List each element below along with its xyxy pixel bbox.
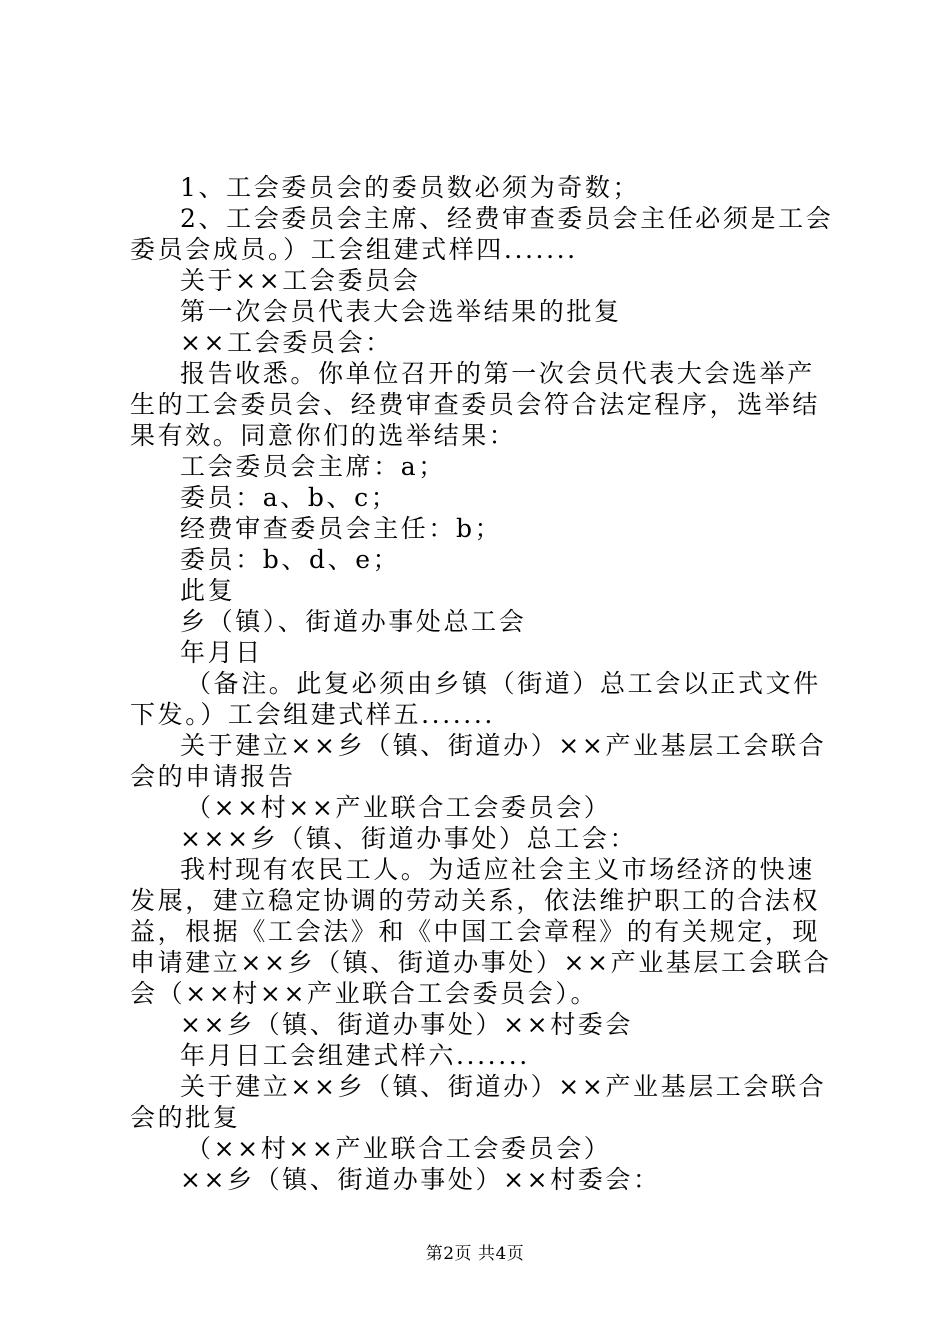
paragraph-17: ×××乡（镇、街道办事处）总工会： <box>180 824 638 853</box>
document-body <box>130 172 835 1195</box>
paragraph-19: ××乡（镇、街道办事处）××村委会 <box>180 1010 633 1039</box>
paragraph-14: （备注。此复必须由乡镇（街道）总工会以正式文件下发。）工会组建式样五....... <box>130 669 821 729</box>
paragraph-3: 关于××工会委员会 <box>180 266 421 295</box>
paragraph-6: 报告收悉。你单位召开的第一次会员代表大会选举产生的工会委员会、经费审查委员会符合法定程序，选举结果有效。同意你们的选举结果： <box>130 359 821 450</box>
paragraph-23: ××乡（镇、街道办事处）××村委会： <box>180 1165 661 1194</box>
paragraph-1: 1、工会委员会的委员数必须为奇数； <box>180 173 641 202</box>
page-number-footer: 第2页 共4页 <box>425 1244 525 1264</box>
paragraph-12: 乡（镇）、街道办事处总工会 <box>180 607 527 636</box>
paragraph-13: 年月日 <box>180 638 263 667</box>
paragraph-11: 此复 <box>180 576 236 605</box>
paragraph-16: （××村××产业联合工会委员会） <box>186 793 612 822</box>
paragraph-15: 关于建立××乡（镇、街道办）××产业基层工会联合会的申请报告 <box>130 731 827 791</box>
paragraph-8: 委员：a、b、c； <box>180 483 399 512</box>
paragraph-22: （××村××产业联合工会委员会） <box>186 1134 612 1163</box>
paragraph-21: 关于建立××乡（镇、街道办）××产业基层工会联合会的批复 <box>130 1072 827 1132</box>
paragraph-2: 2、工会委员会主席、经费审查委员会主任必须是工会委员会成员。）工会组建式样四....... <box>130 204 834 264</box>
paragraph-18: 我村现有农民工人。为适应社会主义市场经济的快速发展，建立稳定协调的劳动关系，依法维护职工的合法权益，根据《工会法》和《中国工会章程》的有关规定，现申请建立××乡（镇、街道办事处）××产业基层工会联合会（××村××产业联合工会委员会）。 <box>130 855 832 1008</box>
paragraph-4: 第一次会员代表大会选举结果的批复 <box>180 297 622 326</box>
paragraph-7: 工会委员会主席：a； <box>180 452 446 481</box>
paragraph-9: 经费审查委员会主任：b； <box>180 514 503 543</box>
paragraph-10: 委员：b、d、e； <box>180 545 401 574</box>
paragraph-5: ××工会委员会： <box>180 328 393 357</box>
paragraph-20: 年月日工会组建式样六....... <box>180 1041 530 1070</box>
